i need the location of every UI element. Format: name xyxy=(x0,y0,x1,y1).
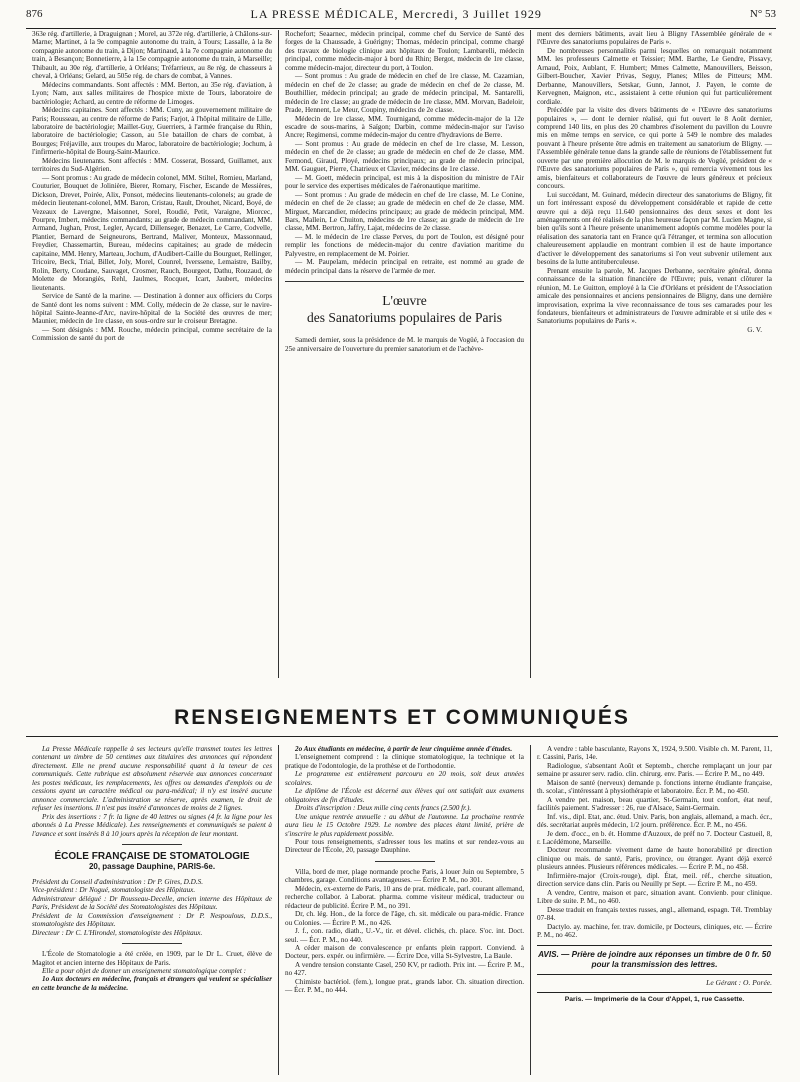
paragraph: 363e rég. d'artillerie, à Draguignan ; Morel, au 372e rég. d'artillerie, à Châlons-sur-Marne; Martinet, à la 9e compagnie autonome du train, à Tours; Lassalle, à la 8e compagnie autonome du train, à Dijon; Martinaud, à la 7e compagnie autonome du train, à Besançon; Bonnetierre, à la 15e compagnie autonome du train, à Marseille; Thibault, au 30e rég. d'artillerie, à Orléans; Tréfarrieux, au 8e rég. de chasseurs à cheval, à Orléans; Gelard, au 505e rég. de chars de combat, à Vannes. xyxy=(32,30,272,81)
classified-ad: Je dem. d'occ., en b. ét. Homme d'Auzoux, de préf no 7. Docteur Castueil, 8, r. Lacédémone, Marseille. xyxy=(537,829,772,846)
paragraph: Samedi dernier, sous la présidence de M. le marquis de Vogüé, à l'occasion du 25e anniversaire de l'ouverture du premier sanatorium et de l'achève- xyxy=(285,336,524,353)
paragraph: Précédée par la visite des divers bâtiments de « l'Œuvre des sanatoriums populaires », — dont le dernier réalisé, qui fut ouvert le 8 Août dernier, comprend 140 lits, en plus des 20 chambres d'isolement du pavillon du Louvre mis en même temps en service, ce qui porte à 549 le nombre des malades pouvant à l'heure présente être admis en traitement au sanatorium de Bligny. — l'Assemblée générale tenue dans la grande salle de réunions de l'établissement fut ouverte par une première allocution de M. le marquis de Vogüé, président de « l'Œuvre des sanatoriums populaires de Paris », qui remercia vivement tous les amis, bienfaiteurs et collaborateurs de l'œuvre de leurs généreux et précieux concours. xyxy=(537,106,772,191)
section-title: RENSEIGNEMENTS ET COMMUNIQUÉS xyxy=(26,706,778,737)
page-number: 876 xyxy=(26,8,43,20)
paragraph: ment des derniers bâtiments, avait lieu à Bligny l'Assemblée générale de « l'Œuvre des sanatoriums populaires de Paris ». xyxy=(537,30,772,47)
classified-ad: Dactylo. ay. machine, fer. trav. domicile, pr Docteurs, cliniques, etc. — Écrire P. M., no 462. xyxy=(537,922,772,939)
school-title: ÉCOLE FRANÇAISE DE STOMATOLOGIE xyxy=(54,850,250,862)
classified-ad: Desse traduit en français textes russes, angl., allemand, espagn. Tél. Tremblay 07-84. xyxy=(537,905,772,923)
issue-number: N° 53 xyxy=(749,8,776,20)
classified-ad: Chimiste bactériol. (fem.), longue prat., grands labor. Ch. situation direction. — Écr. P. M., no 444. xyxy=(285,977,524,995)
classified-ad: A céder maison de convalescence pr enfants plein rapport. Conviend. à Docteur, pers. expér. ou infirmière. — Écrire Dce, villa St-Sylvestre, La Baule. xyxy=(285,943,524,961)
paragraph: Droits d'inscription : Deux mille cinq cents francs (2.500 fr.). xyxy=(295,804,472,813)
paragraph: L'enseignement comprend : la clinique stomatologique, la technique et la pratique de l'odontologie, de la prothèse et de l'orthodontie. xyxy=(285,753,524,770)
paragraph: Prenant ensuite la parole, M. Jacques Derbanne, secrétaire général, donna connaissance de la situation financière de l'Œuvre; puis, venant clôturer la réunion, M. Le Guitton, employé à la Cie d'Orléans et président de l'Association amicale des pensionnaires et anciens pensionnaires de Bligny, dans une dernière improvisation, exprima la vive reconnaissance de tous ses camarades pour les fondateurs, bienfaiteurs et administrateurs de l'œuvre admirable et si utile des « Sanatoriums populaires de Paris ». xyxy=(537,266,772,326)
classified-ad: Radiologue, s'absentant Août et Septemb., cherche remplaçant un jour par semaine pr assurer serv. radio. clin. chirurg. env. Paris. — Écrire P. M., no 449. xyxy=(537,761,772,779)
staff-line: Vice-président : Dr Nogué, stomatologiste des Hôpitaux. xyxy=(32,886,196,895)
paragraph: — M. Goett, médecin principal, est mis à la disposition du ministre de l'Air pour le service des expertises médicales de l'aéronautique maritime. xyxy=(285,173,524,191)
paragraph: — M. le médecin de 1re classe Perves, du port de Toulon, est désigné pour remplir les fonctions de médecin-major du centre d'aviation maritime du Palyvestre, en remplacement de M. Poirier. xyxy=(285,232,524,258)
paragraph: Elle a pour objet de donner un enseignement stomatologique complet : xyxy=(42,966,247,975)
paragraph: — Sont promus : Au grade de médecin en chef de 1re classe, M. Lesson, médecin en chef de 2e classe; au grade de médecin en chef de 2e classe, MM. Fermond, Giraud, Ployé, médecins principaux; au grade de médecin principal, MM. Gauguet, Pierre, Chatrieux et Clavier, médecins de 1re classe. xyxy=(285,139,524,174)
manager-line: Le Gérant : O. Porée. xyxy=(706,978,772,988)
paragraph: Médecins lieutenants. Sont affectés : MM. Cosserat, Bossard, Guillamet, aux territoires du Sud-Algérien. xyxy=(32,156,272,174)
classified-ad: Villa, bord de mer, plage normande proche Paris, à louer Juin ou Septembre, 5 chambres, garage. Conditions avantageuses. — Écrire P. M., no 301. xyxy=(285,867,524,885)
classified-ad: Infirmière-major (Croix-rouge), dipl. État, meil. réf., cherche situation, direction service dans clin. Paris ou Neuilly pr Sept. — Écrire P. M., no 459. xyxy=(537,871,772,889)
divider xyxy=(285,281,524,282)
bottom-section xyxy=(26,745,778,1075)
bottom-column-1 xyxy=(26,745,278,1075)
paragraph: — Sont désignés : MM. Rouche, médecin principal, comme secrétaire de la Commission de santé du port de xyxy=(32,325,272,343)
classified-ad: A vendre, Centre, maison et parc, situation avant. Convienb. pour clinique. Libre de suite. P. M., no 460. xyxy=(537,888,772,906)
school-address: 20, passage Dauphine, PARIS-6e. xyxy=(88,862,216,872)
paragraph: Lui succédant, M. Guinard, médecin directeur des sanatoriums de Bligny, fit un fort intéressant exposé du développement considérable et rapide de cette œuvre qui a déjà reçu 11.640 pensionnaires des deux sexes et dont les aménagements ont été réalisés de la plus heureuse façon par M. Lucien Magne, si bien qu'ils sont à l'heure présente unanimement adoptés comme modèles pour la réalisation des sanatoria tant en France qu'à l'étranger, et termina son allocution chaleureusement applaudie en montrant combien il est de haute importance d'activer le développement des sanatoriums si l'on veut subvenir utilement aux besoins de la lutte antituberculeuse. xyxy=(537,190,772,267)
notice-box: AVIS. — Prière de joindre aux réponses un timbre de 0 fr. 50 pour la transmission des lettres. xyxy=(537,945,772,975)
divider xyxy=(375,861,435,862)
classified-ad: J. f., con. radio, diath., U.-V., tir. et dével. clichés, ch. place. S'oc. int. Doct. seul. — Écr. P. M., no 440. xyxy=(285,927,524,944)
paragraph: De nombreuses personnalités parmi lesquelles on remarquait notamment MM. les professeurs Calmette et Teissier; MM. Barthe, Le Gendre, Pissavy, Arnaud, Poix, Aublant, F. Humbert; Mmes Calmette, Manouvillers, Beisson, Gilbert-Boucher, Xavier Privas, Seguy, Planes; Mlles de Pitteurs; MM. Derbanne, Manouvillers, Setskar, Gunn, Jannot, J. Payen, le comte de Kervegnen, Maignon, etc., assistaient à cette réunion qui fut particulièrement cordiale. xyxy=(537,46,772,106)
divider xyxy=(122,844,182,845)
paragraph: Le programme est entièrement parcouru en 20 mois, soit deux années scolaires. xyxy=(285,770,524,787)
top-column-3 xyxy=(530,30,778,678)
paragraph: Médecins capitaines. Sont affectés : MM. Cuny, au gouvernement militaire de Paris; Rousseau, au centre de réforme de Paris; Farjot, à l'hôpital militaire de Lille, laboratoire de bactériologie; Maillet-Guy, Guerriers, à l'armée française du Rhin, laboratoire de bactériologie; Casson, au 51e bataillon de chars de combat, à Bourges; Fréjaville, aux troupes du Maroc, laboratoire de bactériologie; Jochum, à l'infirmerie-hôpital de Bourg-Saint-Maurice. xyxy=(32,106,272,157)
classified-ad: Dr, ch. lég. Hon., de la force de l'âge, ch. sit. médicale ou para-médic. France ou Colonies. — Écrire P. M., no 426. xyxy=(285,910,524,927)
top-section xyxy=(26,30,778,678)
bottom-column-2 xyxy=(278,745,530,1075)
paragraph: Rochefort; Seaarnec, médecin principal, comme chef du Service de Santé des forges de la Chaussade, à Guérigny; Thomas, médecin principal, comme chargé des travaux de biologie clinique aux hôpitaux de Toulon; Lambarelli, médecin principal, comme médecin-major à bord du Rhin; Bergot, médecin de 1re classe, comme médecin-major, directeur du port, à Toulon. xyxy=(285,30,524,72)
page-header xyxy=(26,0,776,29)
paragraph: Médecin de 1re classe, MM. Tournigand, comme médecin-major de la 12e escadre de sous-marins, à Saïgon; Darbin, comme médecin-major sur l'aviso Ancre; Regimensi, comme médecin-major du centre d'hydravions de Berre. xyxy=(285,114,524,140)
classified-ad: A vendre : table basculante, Rayons X, 1924, 9.500. Visible ch. M. Parent, 11, r. Cassini, Paris, 14e. xyxy=(537,745,772,762)
paragraph: 2o Aux étudiants en médecine, à partir de leur cinquième année d'études. xyxy=(295,745,513,753)
paragraph: — Sont promus : Au grade de médecin colonel, MM. Stiltel, Romieu, Marland, Couturier, Bouquet de Jolinière, Bierer, Romary, Fischer, Escande de Messières, Dickson, Drevet, Poirée, Alix, Ponsot, médecins lieutenants-colonels; au grade de médecin lieutenant-colonel, MM. Baron, Cristau, Rault, Drouhet, Nicard, Boyé, de Vezeaux de Lavergne, Maisonnet, Sorel, Roudié, Petit, Varaigne, Miorcec, Pourpre, Imbert, médecins commandants; au grade de médecin commandant, MM. Armand, Jughan, Prost, Legler, Aycard, Dillenseger, Benazet, Le Carre, Codvelle, Plantier, Bernard de Seigneurons, Bertrand, Maliver, Monteux, Massonnaud, Freydier, Chassemartin, Bureau, médecins capitaines; au grade de médecin capitaine, MM. Henry, Marteau, Jochum, d'Audibert-Caille du Bourguet, Rellinger, Tricoire, Beck, Trial, Billet, Joly, Morel, Counrel, Iverssene, Lemaistre, Bailby, Rolin, Berty, Coudane, Sauvaget, Crosmer, Rauch, Bourgeot, Dathu, Rouzaud, de Molette de Morangiès, Rehl, Jaulmes, Rocquet, Icart, Jaubert, médecins lieutenants. xyxy=(32,173,272,292)
article-title xyxy=(285,292,524,326)
top-column-1 xyxy=(26,30,278,678)
staff-line: Président de la Commission d'enseignement : Dr P. Nespoulous, D.D.S., stomatologiste des Hôpitaux. xyxy=(32,911,272,929)
paragraph: Une unique rentrée annuelle : au début de l'automne. La prochaine rentrée aura lieu le 15 Octobre 1929. Le nombre des places étant limité, prière de s'inscrire le plus rapidement possible. xyxy=(285,812,524,838)
prices: Prix des insertions : 7 fr. la ligne de 40 lettres ou signes (4 fr. la ligne pour les abonnés à La Presse Médicale). Les renseignements et communiqués se paient à l'avance et sont insérés 8 à 10 jours après la réception de leur montant. xyxy=(32,812,272,838)
paragraph: L'École de Stomatologie a été créée, en 1909, par le Dr L. Cruet, élève de Magitot et ancien interne des Hôpitaux de Paris. xyxy=(32,950,272,967)
classified-ad: Maison de santé (nerveux) demande p. fonctions interne étudiante française, th. scolar., s'intéressant à physiothérapie et laboratoire. Écr. P. M., no 450. xyxy=(537,778,772,796)
classified-ad: A vendre pet. maison, beau quartier, St-Germain, tout confort, état neuf, facilités paiement. S'adresser : 26, rue d'Alsace, Saint-Germain. xyxy=(537,795,772,813)
article-title-line-1: L'œuvre xyxy=(382,293,427,309)
paragraph: Pour tous renseignements, s'adresser tous les matins et sur rendez-vous au Directeur de l'École, 20, passage Dauphine. xyxy=(285,837,524,855)
signature: G. V. xyxy=(747,325,762,334)
staff-line: Président du Conseil d'administration : Dr P. Gires, D.D.S. xyxy=(32,877,204,886)
classified-ad: A vendre tension constante Casel, 250 KV, pr radioth. Prix int. — Écrire P. M., no 427. xyxy=(285,960,524,978)
article-title-line-2: des Sanatoriums populaires de Paris xyxy=(307,310,502,326)
staff-line: Directeur : Dr C. L'Hirondel, stomatologiste des Hôpitaux. xyxy=(32,928,203,937)
staff-line: Administrateur délégué : Dr Rousseau-Decelle, ancien interne des Hôpitaux de Paris, Président de la Société des Stomatologistes des Hôpitaux. xyxy=(32,894,272,912)
paragraph: Le diplôme de l'École est décerné aux élèves qui ont satisfait aux examens obligatoires de fin d'études. xyxy=(285,787,524,804)
paragraph: — Sont promus : Au grade de médecin en chef de 1re classe, M. Cazamian, médecin en chef de 2e classe; au grade de médecin en chef de 2e classe, M. Bouthillier, médecin principal; au grade de médecin principal, M. Santarelli, médecin de 1re classe; au grade de médecin de 1re classe, MM. Morvan, Badeloir, Prade, Hennent, Le Meur, Coupiny, médecins de 2e classe. xyxy=(285,72,524,115)
paragraph: — Sont promus : Au grade de médecin en chef de 1re classe, M. Le Conine, médecin en chef de 2e classe; au grade de médecin en chef de 2e classe, MM. Mirguet, Marcandier, médecins principaux; au grade de médecin principal, MM. Bars, Mallein, Le Chuiton, médecins de 1re classe; au grade de médecin de 1re classe, MM. Bertron, Jaffry, Lajat, médecins de 2e classe. xyxy=(285,190,524,233)
classified-ad: Inf. vis., dipl. Etat, anc. étud. Univ. Paris, bon anglais, allemand, a mach. écr., dés. secrétariat auprès médecin, 1/2 journ. préférence. Écr. P. M., no 456. xyxy=(537,812,772,830)
printer-line: Paris. — Imprimerie de la Cour d'Appel, 1, rue Cassette. xyxy=(537,992,772,1004)
classified-ad: Docteur recommande vivement dame de haute honorabilité pr direction clinique ou mais. de santé, Paris, province, ou étranger. Ayant déjà exercé plusieurs années. Plusieurs références médicales. — Écrire P. M., no 458. xyxy=(537,846,772,872)
paragraph: Médecins commandants. Sont affectés : MM. Berton, au 35e rég. d'aviation, à Lyon; Nam, aux salles militaires de l'hospice mixte de Tours, laboratoire de bactériologie; Achard, au centre de réforme de Limoges. xyxy=(32,80,272,106)
paragraph: — M. Paupelam, médecin principal en retraite, est nommé au grade de médecin principal dans la réserve de l'armée de mer. xyxy=(285,258,524,275)
journal-title: LA PRESSE MÉDICALE, Mercredi, 3 Juillet 1929 xyxy=(250,6,542,21)
divider xyxy=(122,943,182,944)
paragraph: Service de Santé de la marine. — Destination à donner aux officiers du Corps de Santé dont les noms suivent : MM. Colly, médecin de 2e classe, sur le navire-hôpital Sainte-Jeanne-d'Arc, navire-hôpital de la Société des œuvres de mer; Maunier, médecin de 1re classe, en sous-ordre sur le croiseur Bretagne. xyxy=(32,292,272,326)
top-column-2 xyxy=(278,30,530,678)
classified-ad: Médecin, ex-externe de Paris, 10 ans de prat. médicale, parl. courant allemand, recherche collabor. à Laborat. pharma. comme visiteur médical, traducteur ou rédacteur de publicité. Écrire P. M., no 391. xyxy=(285,884,524,910)
bottom-column-3 xyxy=(530,745,778,1075)
paragraph: 1o Aux docteurs en médecine, français et étrangers qui veulent se spécialiser en cette branche de la médecine. xyxy=(32,975,272,992)
notice: La Presse Médicale rappelle à ses lecteurs qu'elle transmet toutes les lettres contenant un timbre de 50 centimes aux titulaires des annonces qui répondent directement. Elle ne prend aucune responsabilité quant à la teneur de ces communiqués. Cette rubrique est absolument réservée aux annonces concernant les postes médicaux, les remplacements, les offres ou demandes d'emplois ou de cessions ayant un caractère médical ou para-médical; il n'y est inséré aucune annonce commerciale. L'administration se réserve, après examen, le droit de refuser les insertions. Il n'est pas inséré d'annonces de moins de 2 lignes. xyxy=(32,745,272,813)
